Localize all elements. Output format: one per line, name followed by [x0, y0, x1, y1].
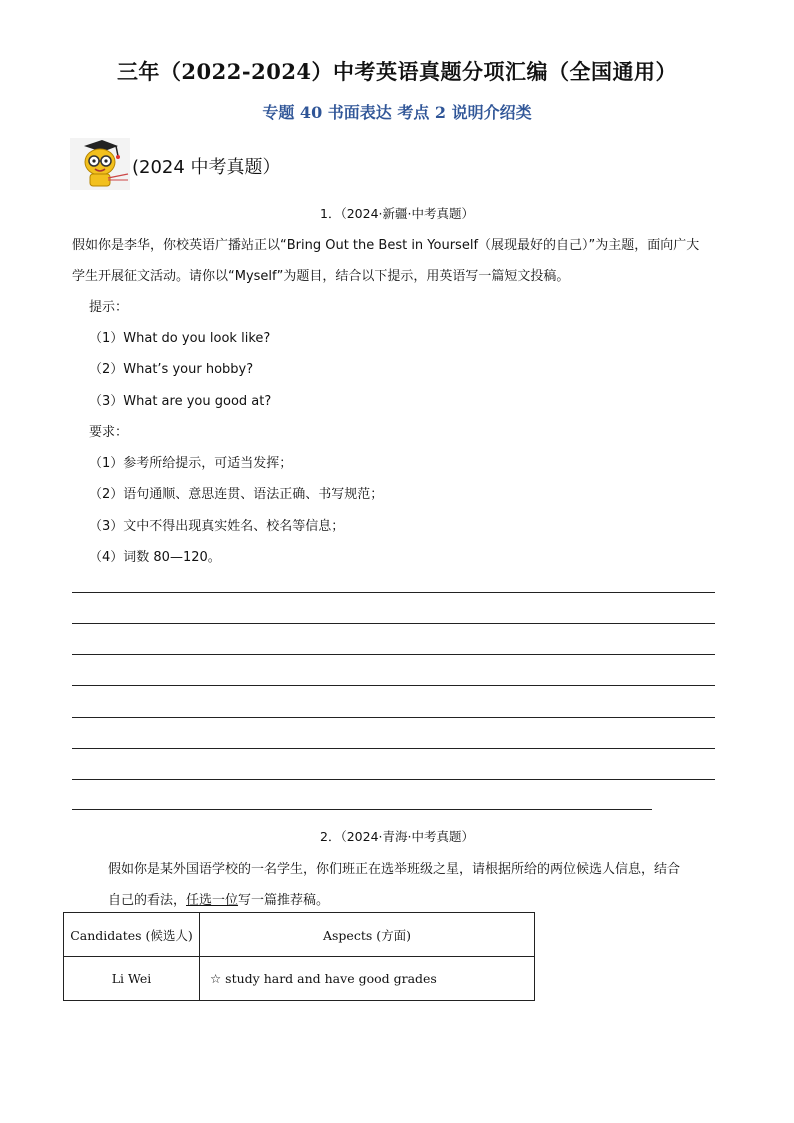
requirement-label: 要求：	[89, 425, 129, 440]
writing-line	[72, 779, 715, 780]
candidates-table	[63, 912, 535, 1001]
hint-label: 提示：	[89, 300, 129, 315]
hint-item: （2）What’s your hobby?	[89, 362, 254, 377]
writing-line	[72, 592, 715, 593]
requirement-item: （4）词数 80—120。	[89, 550, 221, 565]
writing-line	[72, 654, 715, 655]
page-title: 三年（2022-2024）中考英语真题分项汇编（全国通用）	[116, 59, 678, 84]
section-header	[70, 138, 281, 190]
requirement-item: （2）语句通顺、意思连贯、语法正确、书写规范；	[89, 487, 384, 502]
question-2-header: 2．（2024·青海·中考真题）	[320, 829, 474, 844]
prompt-text: 写一篇推荐稿。	[238, 893, 330, 908]
requirement-item: （1）参考所给提示，可适当发挥；	[89, 456, 293, 471]
table-header-aspects: Aspects (方面)	[200, 913, 535, 957]
question-1-prompt-line-2: 学生开展征文活动。请你以“Myself”为题目，结合以下提示，用英语写一篇短文投稿。	[72, 269, 570, 284]
mascot-icon	[70, 138, 130, 190]
table-header-row	[64, 913, 535, 957]
page-subtitle: 专题 40 书面表达 考点 2 说明介绍类	[262, 103, 532, 122]
underlined-text: 任选一位	[186, 893, 239, 908]
section-label: (2024 中考真题）	[132, 157, 281, 178]
writing-line	[72, 809, 652, 810]
prompt-text: 自己的看法，	[108, 893, 187, 908]
question-2-prompt-line-2	[108, 889, 329, 908]
question-1-header: 1．（2024·新疆·中考真题）	[320, 206, 474, 221]
writing-line	[72, 685, 715, 686]
table-header-candidates: Candidates (候选人)	[64, 913, 200, 957]
hint-item: （1）What do you look like?	[89, 331, 271, 346]
requirement-item: （3）文中不得出现真实姓名、校名等信息；	[89, 519, 345, 534]
question-1-prompt-line-1: 假如你是李华，你校英语广播站正以“Bring Out the Best in Yourself（展现最好的自己）”为主题，面向广大	[72, 238, 700, 253]
writing-line	[72, 748, 715, 749]
hint-item: （3）What are you good at?	[89, 394, 272, 409]
candidate-aspect: ☆ study hard and have good grades	[200, 957, 535, 1001]
question-2-prompt-line-1: 假如你是某外国语学校的一名学生，你们班正在选举班级之星，请根据所给的两位候选人信息，结合	[108, 862, 681, 877]
writing-line	[72, 623, 715, 624]
table-row	[64, 957, 535, 1001]
writing-line	[72, 717, 715, 718]
candidate-name: Li Wei	[64, 957, 200, 1001]
